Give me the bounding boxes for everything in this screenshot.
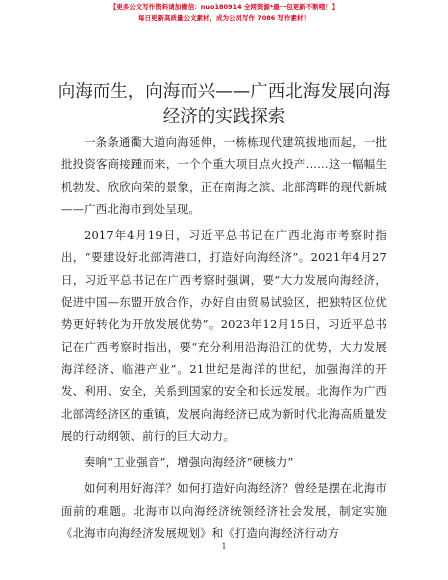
document-body <box>61 131 387 548</box>
document-title: 向海而生，向海而兴——广西北海发展向海经济的实践探索 <box>57 82 391 127</box>
paragraph-quotes: 2017年4月19日，习近平总书记在广西北海市考察时指出，“要建设好北部湾港口，打造好向海经济”。2021年4月27日，习近平总书记在广西考察时强调，要“大力发展向海经济，促进中国—东盟开放合作，办好自由贸易试验区，把独特区位优势更好转化为开放发展优势”。2023年12月15日，习近平总书记在广西考察时指出，要“充分利用沿海沿江的优势，大力发展海洋经济、临港产业”。21世纪是海洋的世纪，加强海洋的开发、利用、安全，关系到国家的安全和长远发展。北海作为广西北部湾经济区的重镇，发展向海经济已成为新时代北海高质量发展的行动纲领、前行的巨大动力。 <box>61 228 387 443</box>
section-heading: 奏响“工业强音”，增强向海经济“硬核力” <box>84 455 294 470</box>
paragraph-intro: 一条条通衢大道向海延伸，一栋栋现代建筑拔地而起，一批批投资客商接踵而来，一个个重大项目点火投产……这一幅幅生机勃发、欣欣向荣的景象，正在南海之滨、北部湾畔的现代新城——广西北海市到处呈现。 <box>61 135 387 216</box>
banner-line-2: 每日更新高质量公文素材，成为公员写作 7086 写作素材！ <box>137 14 311 22</box>
header-banner <box>0 2 448 24</box>
paragraph-question: 如何利用好海洋？如何打造好向海经济？曾经是摆在北海市面前的难题。北海市以向海经济统领经济社会发展，制定实施《北海市向海经济发展规划》和《打造向海经济行动方 <box>61 481 387 541</box>
banner-line-1: 【更多公文写作资料请加微信：nuo180914 全网资源*最一包更新不断哦！】 <box>109 3 339 11</box>
page-number: 1 <box>221 542 227 551</box>
